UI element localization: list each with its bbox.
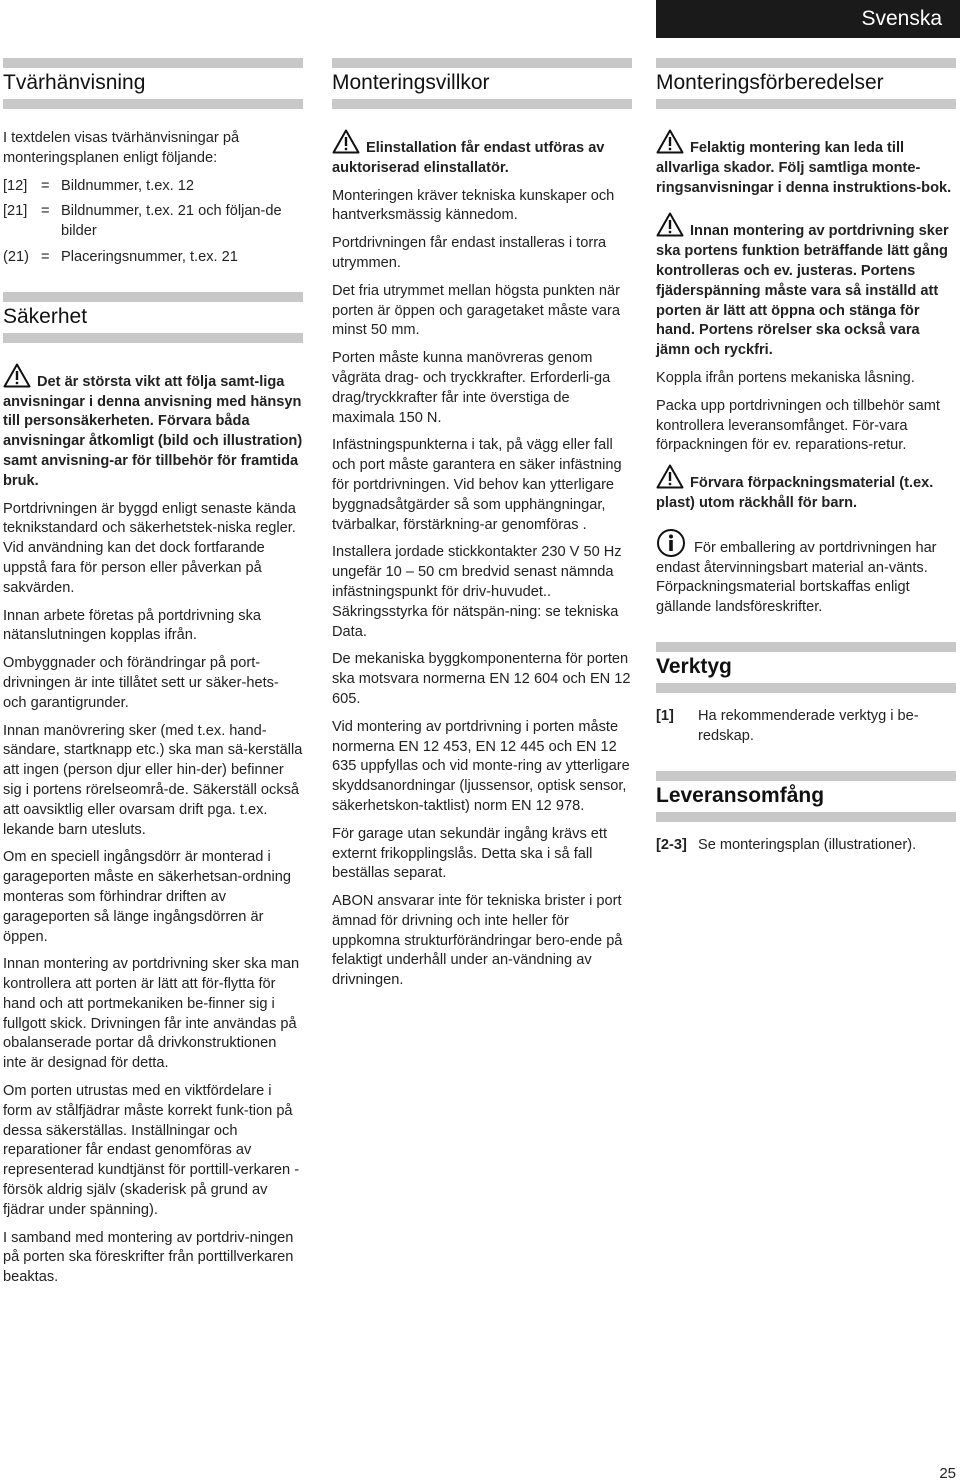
paragraph: För garage utan sekundär ingång krävs ett externt frikopplingslås. Detta ska i så fall beställas separat. bbox=[332, 825, 608, 882]
section-title: Tvärhänvisning bbox=[3, 71, 146, 94]
section-bar bbox=[3, 58, 303, 68]
section-preparation bbox=[656, 58, 956, 618]
paragraph: Innan montering av portdrivning sker ska man kontrollera att porten är lätt att för-flytta för hand och att portmekaniken be-finner sig i fullgott skick. Drivningen får inte användas på obalanserade portar då drivkonstruktionen inte är designad för detta. bbox=[3, 956, 300, 1072]
paragraph: Monteringen kräver tekniska kunskaper och hantverksmässig kännedom. bbox=[332, 187, 615, 224]
reference-row: [21] = Bildnummer, t.ex. 21 och följan-de bilder bbox=[3, 203, 282, 240]
section-safety bbox=[3, 292, 303, 1288]
warning-icon bbox=[332, 129, 360, 154]
electrical-warning: Elinstallation får endast utföras av auktoriserad elinstallatör. bbox=[332, 129, 632, 179]
paragraph: De mekaniska byggkomponenterna för porten ska motsvara normerna EN 12 604 och EN 12 605. bbox=[332, 651, 631, 707]
paragraph: I samband med montering av portdriv-ningen på porten ska föreskrifter från porttillverkaren beaktas. bbox=[3, 1229, 294, 1286]
section-title: Monteringsvillkor bbox=[332, 71, 490, 94]
info-icon bbox=[656, 528, 686, 558]
paragraph: Om porten utrustas med en viktfördelare i form av stålfjädrar måste korrekt funk-tion på dessa säkerställas. Inställningar och reparationer får endast genomföras av representerad kundtjänst för porttill-verkaren - försök aldrig själv (skaderisk på grund av fjädrar under spänning). bbox=[3, 1083, 300, 1218]
column-left bbox=[3, 58, 303, 1312]
section-tools bbox=[656, 642, 956, 747]
paragraph: Portdrivningen är byggd enligt senaste kända teknikstandard och säkerhetstek-niska regler. Vid användning kan det dock fortfarande uppstå fara för person eller påverkan på sakvärden. bbox=[3, 500, 296, 596]
column-middle bbox=[332, 58, 632, 1015]
section-cross-reference bbox=[3, 58, 303, 268]
section-title: Säkerhet bbox=[3, 304, 88, 328]
door-function-warning: Innan montering av portdrivning sker ska portens funktion beträffande lätt gång kontrolleras och ev. justeras. Portens fjäderspänning måste vara så inställd att porten är lätt att öppna och stänga för hand. Portens rörelser ska också vara jämn och ryckfri. bbox=[656, 212, 956, 361]
section-bar bbox=[656, 58, 956, 68]
paragraph: Packa upp portdrivningen och tillbehör samt kontrollera leveransomfånget. För-vara förpackningen för ev. reparations-retur. bbox=[656, 397, 940, 454]
paragraph: Ombyggnader och förändringar på port-drivningen är inte tillåtet sett ur säker-hets- och garantigrunder. bbox=[3, 655, 279, 711]
reference-row: (21) = Placeringsnummer, t.ex. 21 bbox=[3, 248, 238, 265]
page-number: 25 bbox=[939, 1465, 956, 1482]
paragraph: Portdrivningen får endast installeras i torra utrymmen. bbox=[332, 235, 607, 271]
section-bar bbox=[332, 58, 632, 68]
column-right bbox=[656, 58, 956, 879]
section-delivery-scope bbox=[656, 771, 956, 856]
warning-icon bbox=[656, 212, 684, 237]
paragraph: Innan manövrering sker (med t.ex. hand-sändare, startknapp etc.) ska man sä-kerställa att ingen (person djur eller hin-der) befinner sig i portens rörelseområ-de. Säkerställ också att oavsiktlig eller ovarsam drift pga. t.ex. lekande barn utesluts. bbox=[3, 722, 303, 838]
section-bar bbox=[656, 812, 956, 822]
section-bar bbox=[3, 333, 303, 343]
paragraph: ABON ansvarar inte för tekniska brister i port ämnad för drivning och inte heller för uppkomna strukturförändringar bero-ende på felaktigt underhåll under an-vändning av drivningen. bbox=[332, 893, 623, 989]
section-bar bbox=[656, 683, 956, 693]
paragraph: Innan arbete företas på portdrivning ska nätanslutningen kopplas ifrån. bbox=[3, 607, 261, 644]
info-note: För emballering av portdrivningen har endast återvinningsbart material an-vänts. Förpackningsmaterial bortskaffas enligt gällande landsföreskrifter. bbox=[656, 528, 956, 618]
safety-warning: Det är största vikt att följa samt-liga anvisningar i denna anvisning med hänsyn till personsäkerheten. Förvara båda anvisningar åtkomligt (bild och illustration) samt anvisning-ar för tillbehör för framtida bruk. bbox=[3, 363, 303, 492]
section-bar bbox=[332, 99, 632, 109]
reference-row: [2-3] Se monteringsplan (illustrationer). bbox=[656, 836, 917, 853]
paragraph: Koppla ifrån portens mekaniska låsning. bbox=[656, 369, 915, 386]
paragraph: Porten måste kunna manövreras genom vågräta drag- och tryckkrafter. Erforderli-ga drag/tryckkrafter får inte överstiga de maximala 150 N. bbox=[332, 350, 611, 426]
warning-icon bbox=[656, 464, 684, 489]
packaging-warning: Förvara förpackningsmaterial (t.ex. plast) utom räckhåll för barn. bbox=[656, 464, 956, 514]
paragraph: I textdelen visas tvärhänvisningar på monteringsplanen enligt följande: bbox=[3, 130, 240, 166]
paragraph: Infästningspunkterna i tak, på vägg eller fall och port måste garantera en säker infästning för portdrivningen. Vid behov kan ytterligare byggnadsåtgärder så som upphängningar, tvärbalkar, förstärkning-ar genomföras . bbox=[332, 437, 622, 533]
mounting-warning: Felaktig montering kan leda till allvarliga skador. Följ samtliga monte-ringsanvisningar i denna instruktions-bok. bbox=[656, 129, 956, 198]
section-bar bbox=[3, 292, 303, 302]
warning-icon bbox=[3, 363, 31, 388]
reference-row: [12] = Bildnummer, t.ex. 12 bbox=[3, 177, 195, 194]
reference-row: [1] Ha rekommenderade verktyg i be-redskap. bbox=[656, 707, 919, 744]
section-title: Leveransomfång bbox=[656, 783, 825, 807]
section-title: Verktyg bbox=[656, 654, 732, 678]
language-tab: Svenska bbox=[656, 0, 960, 38]
paragraph: Det fria utrymmet mellan högsta punkten när porten är öppen och garagetaket måste vara minst 50 mm. bbox=[332, 282, 621, 339]
section-bar bbox=[3, 99, 303, 109]
section-bar bbox=[656, 771, 956, 781]
section-bar bbox=[656, 642, 956, 652]
section-title: Monteringsförberedelser bbox=[656, 71, 884, 94]
warning-icon bbox=[656, 129, 684, 154]
paragraph: Vid montering av portdrivning i porten måste normerna EN 12 453, EN 12 445 och EN 12 635 uppfyllas och vid monte-ring av ytterligare skyddsanordningar (ljussensor, optisk sensor, säkerhetskon-taktlist) norm EN 12 978. bbox=[332, 718, 630, 814]
paragraph: Installera jordade stickkontakter 230 V 50 Hz ungefär 10 – 50 cm bredvid senast nämnda infästningspunkt för driv-huvudet.. Säkringsstyrka för nätspän-ning: se tekniska Data. bbox=[332, 544, 622, 640]
paragraph: Om en speciell ingångsdörr är monterad i garageporten måste en säkerhetsan-ordning monteras som förhindrar driften av garageporten så länge ingångsdörren är öppen. bbox=[3, 849, 292, 945]
section-bar bbox=[656, 99, 956, 109]
section-installation-conditions bbox=[332, 58, 632, 991]
